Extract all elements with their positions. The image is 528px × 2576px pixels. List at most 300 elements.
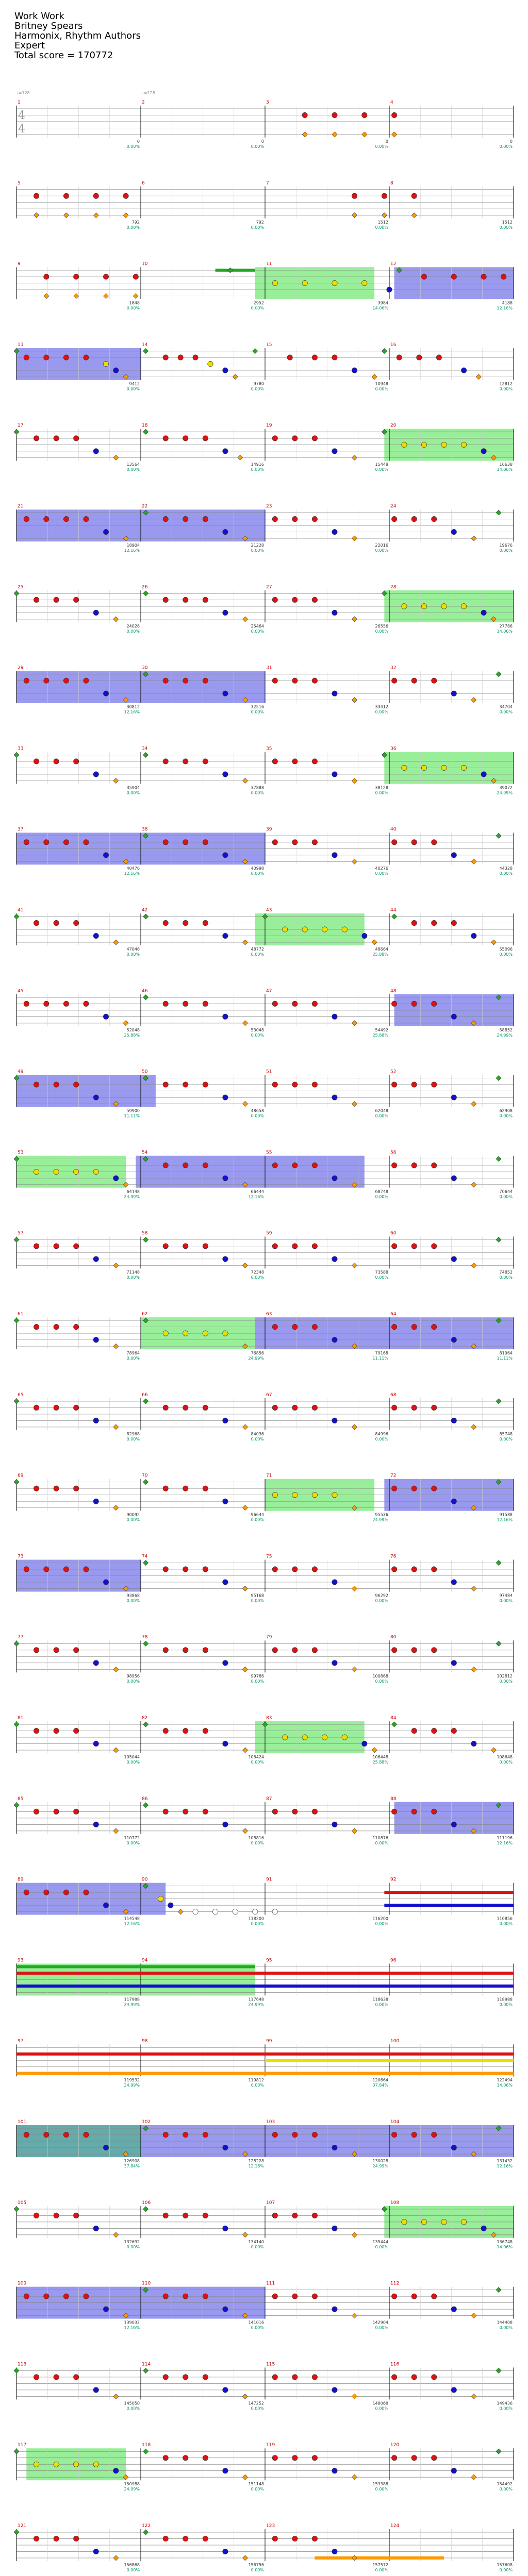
note-marker (432, 1486, 437, 1491)
note-marker (103, 853, 108, 858)
measure-score: 37888 (251, 785, 264, 790)
measure-number: 54 (142, 1150, 148, 1156)
note-marker (451, 1014, 456, 1019)
measure-percent: 24.99% (372, 2164, 388, 2168)
note-marker (312, 2536, 317, 2541)
note-marker (332, 355, 337, 360)
chart-row (14, 1150, 514, 1199)
measure-number: 123 (266, 2523, 275, 2529)
note-marker (203, 1648, 208, 1653)
measure-score: 98956 (126, 1674, 140, 1679)
note-marker (54, 920, 59, 925)
measure-score: 130028 (372, 2159, 388, 2163)
note-marker (14, 2207, 19, 2212)
note-marker (183, 516, 188, 521)
measure-percent: 0.00% (251, 1517, 264, 1522)
note-marker (143, 2530, 148, 2535)
measure-percent: 0.00% (126, 952, 140, 957)
note-marker (272, 759, 277, 764)
measure-percent: 0.00% (251, 2568, 264, 2572)
measure-percent: 0.00% (251, 1113, 264, 1118)
measure-score: 136748 (497, 2239, 513, 2244)
note-marker (223, 853, 228, 858)
measure-number: 59 (266, 1231, 272, 1236)
measure-percent: 0.00% (126, 306, 140, 311)
note-marker (451, 920, 456, 925)
measure-number: 58 (142, 1231, 148, 1236)
note-marker (391, 1648, 397, 1653)
note-marker (292, 1567, 298, 1572)
note-marker (312, 2294, 317, 2299)
measure-score: 66444 (251, 1189, 264, 1194)
note-marker (391, 1486, 397, 1491)
note-marker (203, 436, 208, 441)
measure-percent: 0.00% (251, 1679, 264, 1684)
measure-score: 0 (509, 139, 513, 144)
chart-row (14, 585, 514, 634)
note-marker (113, 1748, 119, 1753)
measure-number: 100 (390, 2039, 400, 2044)
note-marker (44, 2294, 49, 2299)
note-marker (292, 2294, 298, 2299)
measure-number: 116 (390, 2362, 400, 2367)
measure-number: 68 (390, 1392, 397, 1398)
measure-score: 72348 (251, 1270, 264, 1275)
measure-number: 84 (390, 1716, 397, 1721)
measure-number: 73 (18, 1554, 24, 1560)
measure-number: 10 (142, 261, 148, 267)
measure-score: 117988 (124, 1997, 140, 2002)
note-marker (24, 678, 29, 683)
chart-row (14, 1070, 514, 1118)
measure-percent: 24.99% (497, 1032, 513, 1038)
note-marker (441, 765, 447, 770)
measure-percent: 0.00% (126, 1275, 140, 1280)
measure-score: 64148 (126, 1189, 140, 1194)
note-marker (63, 678, 69, 683)
measure-percent: 0.00% (126, 1679, 140, 1684)
note-marker (402, 2219, 407, 2225)
measure-score: 96644 (251, 1512, 264, 1517)
note-marker (143, 1641, 148, 1646)
note-marker (471, 2475, 476, 2480)
measure-number: 23 (266, 504, 272, 509)
note-marker (242, 2475, 248, 2480)
measure-percent: 0.00% (375, 871, 388, 876)
note-marker (432, 1405, 437, 1410)
note-marker (93, 1257, 98, 1262)
measure-score: 93868 (126, 1593, 140, 1598)
measure-percent: 0.00% (499, 2487, 513, 2492)
note-marker (73, 2462, 78, 2467)
note-marker (183, 920, 188, 925)
measure-number: 27 (266, 584, 272, 590)
measure-number: 82 (142, 1716, 148, 1721)
measure-score: 0 (261, 139, 264, 144)
note-marker (223, 691, 228, 696)
note-marker (14, 752, 19, 757)
measure-number: 97 (18, 2039, 24, 2044)
note-marker (352, 1425, 357, 1430)
note-marker (352, 617, 357, 622)
chart-row (14, 1312, 514, 1361)
measure-number: 110 (142, 2281, 151, 2286)
note-marker (183, 759, 188, 764)
note-marker (54, 1324, 59, 1329)
measure-number: 41 (18, 908, 24, 913)
note-marker (272, 2455, 277, 2461)
measure-score: 1512 (377, 219, 388, 225)
measure-score: 73588 (375, 1270, 388, 1275)
note-marker (34, 2462, 39, 2467)
measure-percent: 0.00% (251, 790, 264, 795)
measure-number: 118 (142, 2443, 151, 2448)
note-marker (411, 1728, 417, 1733)
note-marker (432, 840, 437, 845)
note-marker (223, 1331, 228, 1336)
note-marker (223, 2145, 228, 2150)
note-marker (292, 436, 298, 441)
note-marker (183, 1809, 188, 1814)
note-marker (183, 1567, 188, 1572)
note-marker (54, 1648, 59, 1653)
note-marker (163, 1809, 168, 1814)
measure-percent: 0.00% (499, 871, 513, 876)
note-marker (103, 529, 108, 534)
note-marker (54, 1169, 59, 1174)
note-marker (362, 112, 367, 117)
measure-score: 150988 (124, 2482, 140, 2487)
note-marker (163, 1486, 168, 1491)
note-marker (391, 516, 397, 521)
measure-number: 15 (266, 342, 272, 348)
note-marker (228, 268, 233, 273)
measure-number: 5 (18, 180, 21, 186)
measure-score: 4188 (502, 300, 513, 306)
measure-score: 3984 (377, 300, 388, 306)
measure-score: 105044 (124, 1755, 140, 1759)
note-marker (451, 274, 456, 279)
note-marker (471, 1425, 476, 1430)
note-marker (242, 1021, 248, 1026)
note-marker (471, 859, 476, 864)
measure-percent: 0.00% (499, 1275, 513, 1280)
measure-number: 88 (390, 1796, 397, 1802)
measure-number: 66 (142, 1392, 148, 1398)
note-marker (73, 1809, 78, 1814)
note-marker (24, 1890, 29, 1895)
note-marker (471, 1101, 476, 1107)
note-marker (392, 914, 397, 919)
chart-row (14, 1231, 514, 1280)
measure-number: 6 (142, 180, 145, 186)
note-marker (223, 1580, 228, 1585)
note-marker (113, 1505, 119, 1511)
chart-row (16, 989, 514, 1038)
note-marker (312, 2455, 317, 2461)
note-marker (292, 1324, 298, 1329)
measure-score: 52048 (126, 1027, 140, 1032)
measure-number: 77 (18, 1635, 24, 1640)
measure-percent: 0.00% (126, 1436, 140, 1442)
measure-percent: 0.00% (126, 1356, 140, 1361)
note-marker (432, 1728, 437, 1733)
note-marker (391, 2294, 397, 2299)
note-marker (93, 772, 98, 777)
note-marker (302, 927, 307, 932)
measure-number: 21 (18, 504, 24, 509)
note-marker (54, 1809, 59, 1814)
measure-percent: 12.16% (248, 1194, 264, 1199)
total-score: Total score = 170772 (14, 50, 113, 61)
note-marker (93, 213, 98, 218)
note-marker (242, 617, 248, 622)
note-marker (34, 759, 39, 764)
measure-percent: 12.16% (497, 1840, 513, 1845)
note-marker (14, 914, 19, 919)
measure-score: 40476 (126, 866, 140, 871)
measure-percent: 0.00% (251, 1760, 264, 1765)
measure-score: 40998 (251, 866, 264, 871)
note-marker (223, 610, 228, 615)
note-marker (113, 940, 119, 945)
note-marker (451, 853, 456, 858)
note-marker (203, 2132, 208, 2137)
measure-percent: 0.00% (375, 1113, 388, 1118)
measure-number: 80 (390, 1635, 397, 1640)
note-marker (391, 1567, 397, 1572)
note-marker (183, 436, 188, 441)
note-marker (312, 678, 317, 683)
measure-percent: 25.88% (372, 952, 388, 957)
measure-number: 18 (142, 423, 148, 429)
note-marker (233, 374, 238, 379)
note-marker (352, 698, 357, 703)
note-marker (54, 1405, 59, 1410)
note-marker (242, 2232, 248, 2238)
difficulty-label: Expert (14, 40, 45, 51)
charter-name: Harmonix, Rhythm Authors (14, 30, 141, 41)
note-marker (143, 2449, 148, 2454)
note-marker (342, 1735, 347, 1740)
note-marker (163, 1728, 168, 1733)
note-marker (352, 2232, 357, 2238)
measure-score: 149436 (497, 2401, 513, 2406)
note-marker (14, 2449, 19, 2454)
measure-percent: 12.16% (497, 306, 513, 311)
measure-score: 48664 (375, 947, 388, 952)
note-marker (54, 1082, 59, 1087)
note-marker (233, 1909, 238, 1914)
note-marker (272, 516, 277, 521)
measure-number: 121 (18, 2523, 27, 2529)
note-marker (242, 1425, 248, 1430)
note-marker (203, 2294, 208, 2299)
note-marker (223, 1095, 228, 1100)
note-marker (203, 2455, 208, 2461)
chart-row (16, 504, 514, 553)
note-marker (223, 772, 228, 777)
note-marker (242, 1828, 248, 1834)
measure-number: 9 (18, 261, 21, 267)
chart-row (14, 423, 514, 472)
note-marker (471, 536, 476, 541)
note-marker (332, 2307, 337, 2312)
note-marker (292, 1163, 298, 1168)
measure-number: 92 (390, 1877, 397, 1883)
note-marker (143, 1399, 148, 1404)
note-marker (203, 920, 208, 925)
note-marker (34, 1648, 39, 1653)
note-marker (203, 1567, 208, 1572)
chart-row (16, 827, 514, 876)
measure-percent: 0.00% (499, 548, 513, 553)
measure-number: 63 (266, 1312, 272, 1317)
measure-percent: 0.00% (375, 2568, 388, 2572)
note-marker (362, 280, 367, 285)
measure-number: 117 (18, 2443, 27, 2448)
note-marker (292, 2536, 298, 2541)
note-marker (44, 274, 49, 279)
measure-score: 157572 (372, 2563, 388, 2567)
note-marker (183, 678, 188, 683)
measure-percent: 14.06% (497, 2244, 513, 2249)
note-marker (24, 516, 29, 521)
note-marker (372, 940, 377, 945)
note-marker (411, 1324, 417, 1329)
note-marker (496, 1560, 501, 1565)
measure-score: 118200 (248, 1916, 264, 1921)
measure-percent: 0.00% (126, 386, 140, 392)
note-marker (183, 1082, 188, 1087)
note-marker (183, 1331, 188, 1336)
note-marker (272, 2132, 277, 2137)
note-marker (312, 2132, 317, 2137)
measure-score: 120664 (372, 2078, 388, 2083)
note-marker (143, 2368, 148, 2373)
tempo-label: ♩=128 (142, 91, 155, 95)
measure-number: 70 (142, 1473, 148, 1479)
note-marker (491, 1748, 496, 1753)
measure-score: 58852 (499, 1027, 513, 1032)
note-marker (63, 2132, 69, 2137)
chart-row (16, 2281, 514, 2330)
note-marker (391, 112, 397, 117)
note-marker (496, 2368, 501, 2373)
note-marker (14, 591, 19, 596)
note-marker (238, 455, 243, 460)
note-marker (332, 1095, 337, 1100)
note-marker (203, 1001, 208, 1006)
note-marker (332, 772, 337, 777)
note-marker (432, 1809, 437, 1814)
note-marker (143, 1480, 148, 1485)
note-marker (93, 1095, 98, 1100)
measure-percent: 0.00% (375, 1598, 388, 1603)
measure-percent: 0.00% (499, 144, 513, 149)
note-marker (312, 436, 317, 441)
measure-number: 29 (18, 665, 24, 671)
note-marker (272, 1405, 277, 1410)
note-marker (352, 859, 357, 864)
measure-number: 107 (266, 2200, 275, 2206)
note-marker (352, 455, 357, 460)
measure-score: 134140 (248, 2239, 264, 2244)
note-marker (272, 1001, 277, 1006)
note-marker (312, 840, 317, 845)
note-marker (223, 2468, 228, 2473)
note-marker (63, 840, 69, 845)
note-marker (332, 2226, 337, 2231)
measure-percent: 24.99% (248, 2002, 264, 2007)
note-marker (292, 1244, 298, 1249)
measure-percent: 0.00% (375, 144, 388, 149)
note-marker (24, 840, 29, 845)
note-marker (44, 516, 49, 521)
tempo-label: ♩=128 (16, 91, 30, 95)
note-marker (292, 1809, 298, 1814)
note-marker (14, 2530, 19, 2535)
note-marker (34, 1244, 39, 1249)
note-marker (93, 2549, 98, 2554)
note-marker (411, 2294, 417, 2299)
measure-number: 120 (390, 2443, 400, 2448)
measure-percent: 0.00% (375, 1275, 388, 1280)
note-marker (54, 2536, 59, 2541)
note-marker (14, 1480, 19, 1485)
note-marker (352, 193, 357, 198)
note-marker (242, 940, 248, 945)
measure-score: 96292 (375, 1593, 388, 1598)
note-marker (143, 591, 148, 596)
measure-number: 2 (142, 100, 145, 105)
measure-score: 119532 (124, 2078, 140, 2083)
measure-score: 110876 (372, 1835, 388, 1840)
note-marker (451, 2387, 456, 2393)
note-marker (292, 1492, 298, 1497)
note-marker (84, 516, 89, 521)
note-marker (322, 1735, 327, 1740)
note-marker (411, 1809, 417, 1814)
note-marker (312, 1324, 317, 1329)
chart-row (14, 1716, 514, 1765)
time-signature: 4 (18, 123, 25, 135)
note-marker (73, 1728, 78, 1733)
measure-score: 32516 (251, 704, 264, 709)
note-marker (34, 920, 39, 925)
measure-score: 97484 (499, 1593, 513, 1598)
measure-score: 116200 (372, 1916, 388, 1921)
note-marker (272, 597, 277, 602)
measure-number: 51 (266, 1069, 272, 1075)
note-marker (312, 355, 317, 360)
note-marker (302, 112, 307, 117)
note-marker (73, 2536, 78, 2541)
measure-number: 85 (18, 1796, 24, 1802)
note-marker (312, 597, 317, 602)
note-marker (54, 759, 59, 764)
note-marker (461, 765, 466, 770)
chart-row (14, 2443, 514, 2492)
measure-percent: 0.00% (126, 1517, 140, 1522)
note-marker (481, 772, 486, 777)
note-marker (432, 1648, 437, 1653)
measure-number: 19 (266, 423, 272, 429)
measure-percent: 37.84% (124, 2164, 140, 2168)
note-marker (113, 1344, 119, 1349)
note-marker (272, 1809, 277, 1814)
measure-percent: 24.99% (372, 1517, 388, 1522)
